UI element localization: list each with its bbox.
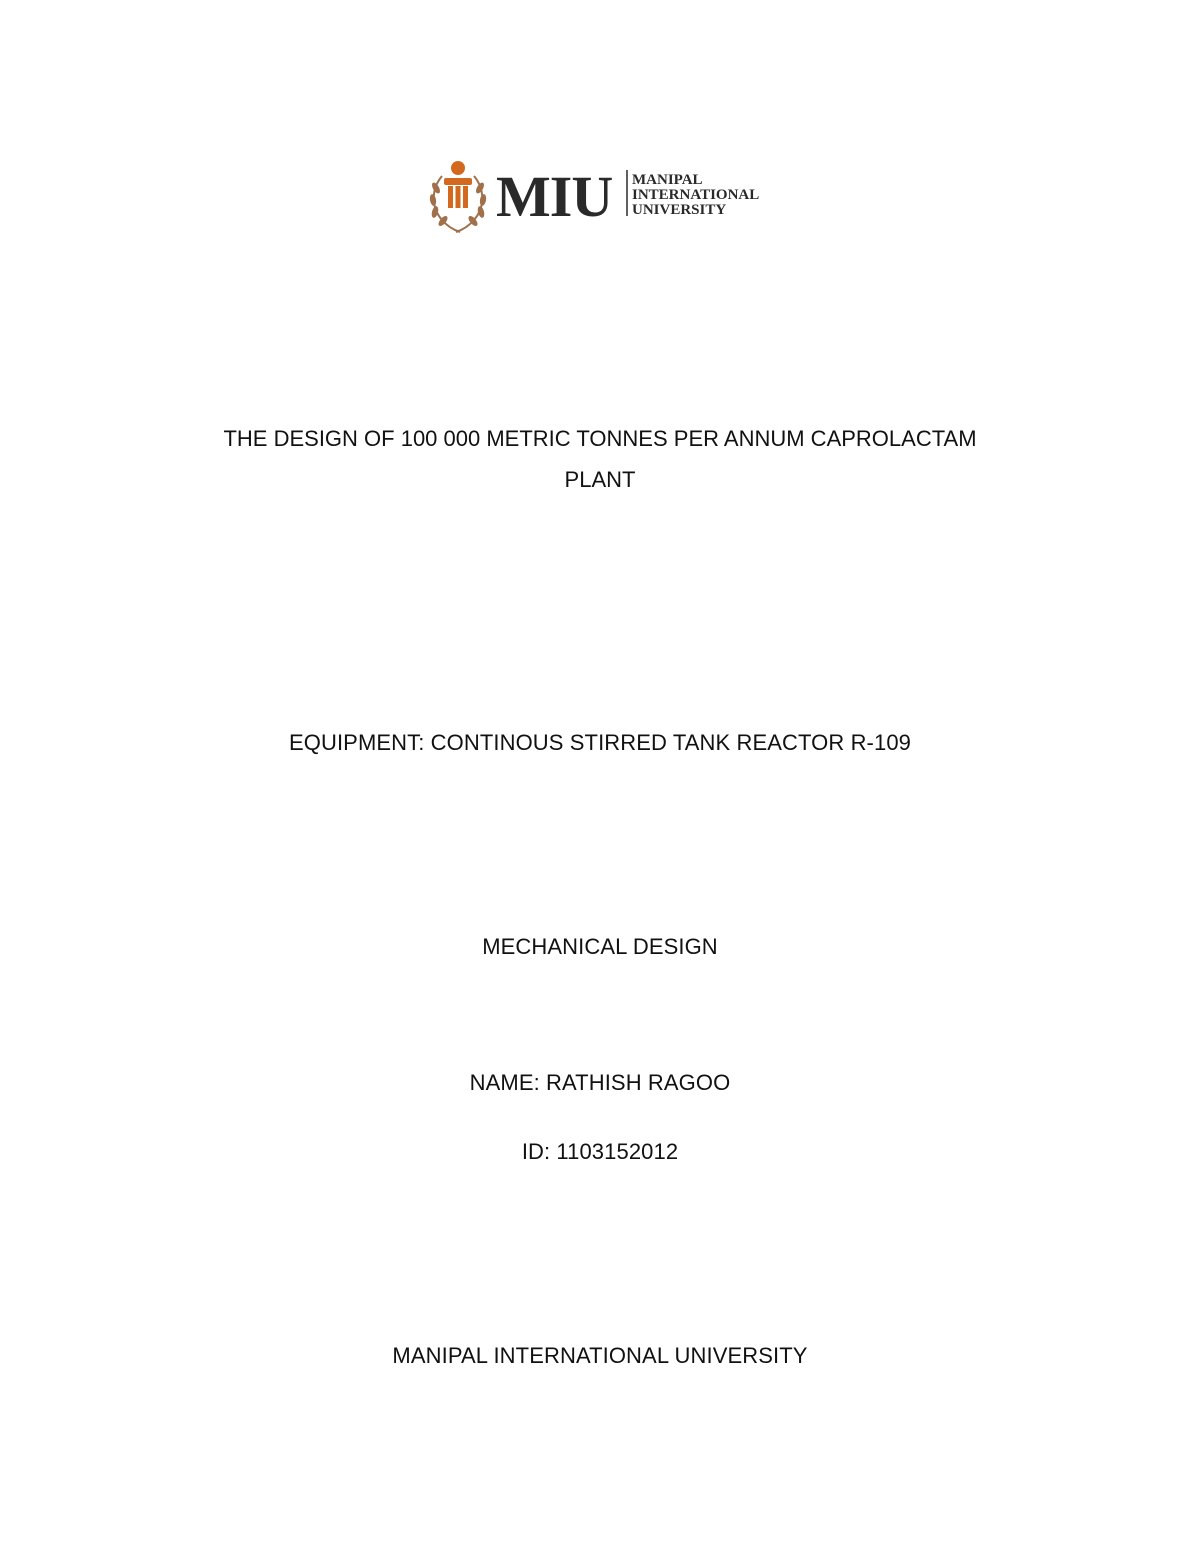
logo-name-line-3: UNIVERSITY: [632, 202, 727, 218]
logo-name-line-1: MANIPAL: [632, 172, 703, 188]
logo-wordmark: MIU: [496, 164, 613, 229]
logo-name-line-2: INTERNATIONAL: [632, 187, 760, 203]
author-name: NAME: RATHISH RAGOO: [469, 1070, 731, 1095]
university-logo: [424, 158, 776, 236]
subject-line: MECHANICAL DESIGN: [482, 934, 718, 959]
equipment-line: EQUIPMENT: CONTINOUS STIRRED TANK REACTOR R-109: [288, 730, 911, 755]
author-id: ID: 1103152012: [521, 1139, 679, 1164]
miu-pillar-emblem-icon: [444, 161, 472, 208]
title-line-2: PLANT: [564, 467, 636, 492]
document-title: [0, 418, 1200, 500]
institution-name: MANIPAL INTERNATIONAL UNIVERSITY: [392, 1343, 808, 1368]
title-line-1: THE DESIGN OF 100 000 METRIC TONNES PER ANNUM CAPROLACTAM: [223, 426, 977, 451]
miu-logo-graphic: [424, 158, 776, 236]
